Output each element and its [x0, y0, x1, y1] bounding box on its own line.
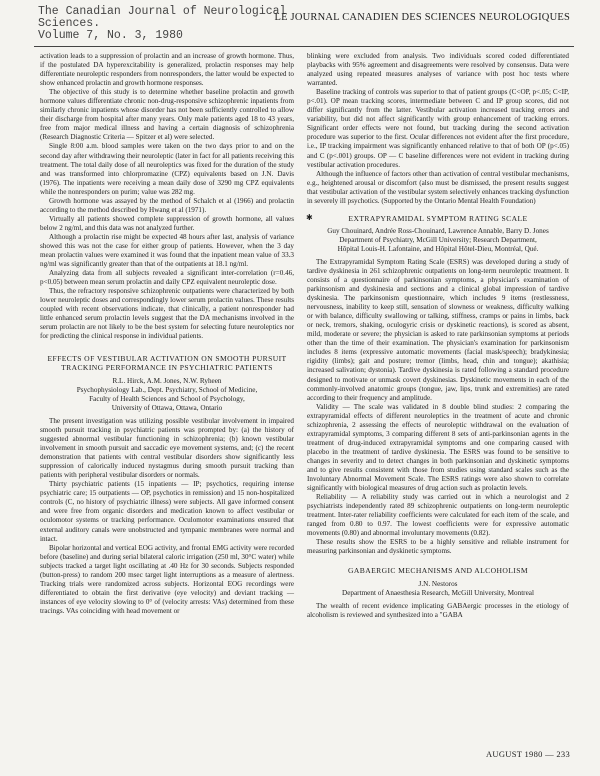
paragraph: The objective of this study is to determine whether baseline prolactin and growth hormone values differentiate chronic non-drug-responsive schizophrenic inpatients from similarly chronic inpatients whose disorder has not been sufficiently controlled to allow their discharge from hospital after many years. Only male patients aged 18 to 43 years, free from major medical illness and having a certain diagnosis of schizophrenia (Research Diagnostic Criteria — Spitzer et al) were selected. — [40, 88, 294, 142]
paragraph: Validity — The scale was validated in 8 double blind studies: 2 comparing the extrapyramidal effects of different neuroleptics in the treatment of acute and chronic schizophrenia, 2 assessing the effects of neuroleptic withdrawal on the evaluation of extrapyramidal symptoms, 3 comparing different 8 sets of anti-parkinsonian agents in the treatment of drug-induced extrapyramidal symptoms and one comparing caused with placebo in the treatment of tardive dyskinesia. The ESRS was found to be sensitive to changes in severity and to detect changes in both parkinsonian and dyskinetic symptoms and to give results consistent with those from studies using standard scales such as the Involuntary Abnormal Movement Scale. The ESRS ratings were also shown to correlate significantly with biological measures of drug action such as prolactin levels. — [307, 402, 569, 493]
paragraph: Thus, the refractory responsive schizophrenic outpatients were characterized by both lower neuroleptic doses and correspondingly lower serum prolactin values. These results coupled with recent observations indicate, that clinically, a patient nonresponder had little enhanced serum prolactin levels suggest that the DA mechanisms involved in the serum prolactin are not likely to be the best system for selecting future neuroleptics nor for predicting the clinical response in individual patients. — [40, 287, 294, 341]
section-title-esrs — [307, 214, 569, 223]
section-affiliation: Hôpital Louis-H. Lafontaine, and Hôpital Hôtel-Dieu, Montréal, Qué. — [337, 245, 539, 254]
asterisk-icon: ✱ — [306, 212, 314, 222]
section-author: J.N. Nestoros — [418, 579, 458, 588]
journal-french-title: LE JOURNAL CANADIEN DES SCIENCES NEUROLOGIQUES — [274, 12, 570, 23]
left-column — [40, 52, 294, 616]
paragraph: Growth hormone was assayed by the method of Schalch et al (1966) and prolactin according to the method described by Hwang et al (1971). — [40, 196, 294, 214]
page-footer: AUGUST 1980 — 233 — [485, 749, 570, 759]
journal-name-line2: Sciences. — [38, 17, 101, 30]
right-column — [307, 52, 569, 620]
paragraph: Baseline tracking of controls was superior to that of patient groups (C<OP, p<.05; C<IP, p<.01). OP mean tracking scores, intermediate between C and IP group scores, did not differ significantly from the latter. Vestibular activation increased tracking errors and variability, but did not affect significantly with group enhancement of tracking errors. Significant order effects were not found, but tracking during the second activation procedure was superior to the first. Ocular differences not evident after the first procedure, i.e., IP tracking impairment was significantly enhanced relative to that of both OP (p<.05) and C (p<.001) groups. OP — C baseline differences were not evident in tracking during vestibular activation procedures. — [307, 88, 569, 169]
paragraph: Bipolar horizontal and vertical EOG activity, and frontal EMG activity were recorded before (baseline) and during serial bilateral caloric irrigation (250 ml, 30°C water) while subjects tracked a target light oscillating at .40 Hz for 30 seconds. Subjects responded (button-press) to random 200 msec target light interruptions as a measure of alertness. Tracking trials were randomized across subjects. Horizontal EOG recordings were differentiated to obtain the first derivative (eye velocity) and deviant tracking — instances of eye velocity slowing to 0° of (velocity arrests: VAs) determined from these tracings. VAs coinciding with head movement or — [40, 543, 294, 615]
paragraph: These results show the ESRS to be a highly sensitive and reliable instrument for measuring parkinsonian and dyskinetic symptoms. — [307, 538, 569, 556]
paragraph: activation leads to a suppression of prolactin and an increase of growth hormone. Thus, if the postulated DA hyperexcitability is generalized, prolactin responses may help differentiate neuroleptic responders from nonresponders, the latter would be expected to show enhanced prolactin and growth hormone responses. — [40, 52, 294, 88]
section-title-text: EXTRAPYRAMIDAL SYMPTOM RATING SCALE — [348, 213, 528, 223]
article-affiliation: Faculty of Health Sciences and School of Psychology, — [89, 395, 245, 404]
paragraph: Although a prolactin rise might be expected 48 hours after last, analysis of variance showed this was not the case for either group of patients. However, when the 3 day mean prolactin values were examined it was found that the inpatient mean value of 33.3 ng/ml was significantly greater than that of the outpatients at 18.1 ng/ml. — [40, 232, 294, 269]
journal-name-line1: The Canadian Journal of Neurological — [38, 5, 287, 18]
article-authors: R.L. Hirck, A.M. Jones, N.W. Ryheen — [112, 377, 222, 386]
section-affiliation: Department of Psychiatry, McGill University; Research Department, — [339, 236, 537, 245]
section-authors: Guy Chouinard, Andrée Ross-Chouinard, Lawrence Annable, Barry D. Jones — [327, 227, 549, 236]
journal-citation — [38, 6, 288, 42]
paragraph: blinking were excluded from analysis. Two individuals scored coded differentiated playbacks with 95% agreement and disagreements were resolved by consensus. Data were analyzed using repeated measures analyses of variance with post hoc tests where warranted. — [307, 52, 569, 88]
article-affiliation: University of Ottawa, Ottawa, Ontario — [111, 404, 223, 413]
paragraph: The wealth of recent evidence implicating GABAergic processes in the etiology of alcoholism is reviewed and synthesized into a "GABA — [307, 601, 569, 619]
paragraph: Single 8:00 a.m. blood samples were taken on the two days prior to and on the second day after withdrawing their neuroleptic (later in fact for all patients receiving this treatment. The total daily dose of all neuroleptics was fixed for the duration of the study and was transformed into chlorpromazine (CPZ) equivalents based on J.N. Davis (1976). The inpatients were receiving a mean daily dose of 3290 mg CPZ equivalents while the nonresponders on purim; value was 282 mg. — [40, 142, 294, 196]
paragraph: The Extrapyramidal Symptom Rating Scale (ESRS) was developed during a study of tardive dyskinesia in 261 schizophrenic outpatients on long-term neuroleptic treatment. It consists of a questionnaire of parkinsonian symptoms, a physician's examination of parkinsonism and dyskinesia and sections and a clinical global impression of tardive dyskinesia. The parkinsonism questionnaire, which includes 9 items (restlessness, nervousness, inability to keep still, sensation of slowness or weakness, difficulty walking or with balance, difficulty swallowing or talking, stiffness, cramps or pains in limbs, back or neck, tremors, shaking, oculogyric crisis or dyskinetic reactions), is scored as absent, mild, moderate or severe; the physician is asked to rate parkinsonian symptoms at periods other than the time of their examination. The physician's examination for parkinsonism includes 8 items (expressive automatic movements (facial mask/speech); bradykinesia; rigidity (limbs); gait and posture; tremor (limbs, head, chin and tongue); akathisia; increased salivation; dystonia). Tardive dyskinesia is rated following a standard procedure designed to motivate or unmask covert dyskinesias. Dyskinetic movements in each of the commonly-involved anatomic groups (tongue, jaw, lips, trunk and extremities) are rated according to their frequency and amplitude. — [307, 257, 569, 402]
journal-volume: Volume 7, No. 3, 1980 — [38, 29, 183, 42]
header-rule — [34, 46, 574, 47]
paragraph: The present investigation was utilizing possible vestibular involvement in impaired smooth pursuit tracking in psychiatric patients was prompted by: (a) the history of suggested abnormal vestibular functioning in schizophrenia; (b) known vestibular involvement in smooth pursuit and saccadic eye movement systems, and; (c) the recent demonstration that patients with central vestibular disorders show significantly less suppression of calorically induced nystagmus during smooth pursuit tracking than patients with peripheral vestibular disorders or normals. — [40, 416, 294, 480]
paragraph: Although the influence of factors other than activation of central vestibular mechanisms, e.g., heightened arousal or discomfort (also must be dismissed, the present results suggest that vestibular activation of the vestibular system selectively enhances tracking dysfunction in severely ill psychotics. (Supported by the Ontario Mental Health Foundation) — [307, 169, 570, 205]
section-affiliation: Department of Anaesthesia Research, McGill University, Montreal — [342, 588, 534, 597]
paragraph: Analyzing data from all subjects revealed a significant inter-correlation (r=0.46, p<0.05) between mean serum prolactin and daily CPZ equivalent neuroleptic dose. — [40, 269, 294, 287]
paragraph: Virtually all patients showed complete suppression of growth hormone, all values below 2 ng/ml, and this data was not analyzed further. — [40, 214, 294, 232]
paragraph: Thirty psychiatric patients (15 inpatients — IP; psychotics, requiring intense psychiatric care; 15 outpatients — OP, psychotics in remission) and 15 non-hospitalized controls (C, no history of psychiatric illness) were subjects. All gave informed consent and were free from organic disorders and medication known to affect vestibular or oculomotor systems or tracking performance. Oculomotor examinations ensured that external auditory canals were unobstructed and tympanic membranes were normal and intact. — [40, 480, 294, 543]
article-title-vestibular: EFFECTS OF VESTIBULAR ACTIVATION ON SMOOTH PURSUIT TRACKING PERFORMANCE IN PSYCHIATRIC PATIENTS — [47, 353, 287, 372]
section-title-gaba: GABAERGIC MECHANISMS AND ALCOHOLISM — [347, 566, 529, 576]
article-affiliation: Psychophysiology Lab., Dept. Psychiatry, School of Medicine, — [76, 386, 258, 395]
paragraph: Reliability — A reliability study was carried out in which a neurologist and 2 psychiatrists independently rated 89 schizophrenic outpatients on long-term neuroleptic treatment. Inter-rater reliability coefficients were calculated for each item of the scale, and ranged from 0.80 to 0.97. The lowest coefficients were for expressive automatic movements (0.80) and abnormal involuntary movements (0.82). — [307, 493, 569, 538]
